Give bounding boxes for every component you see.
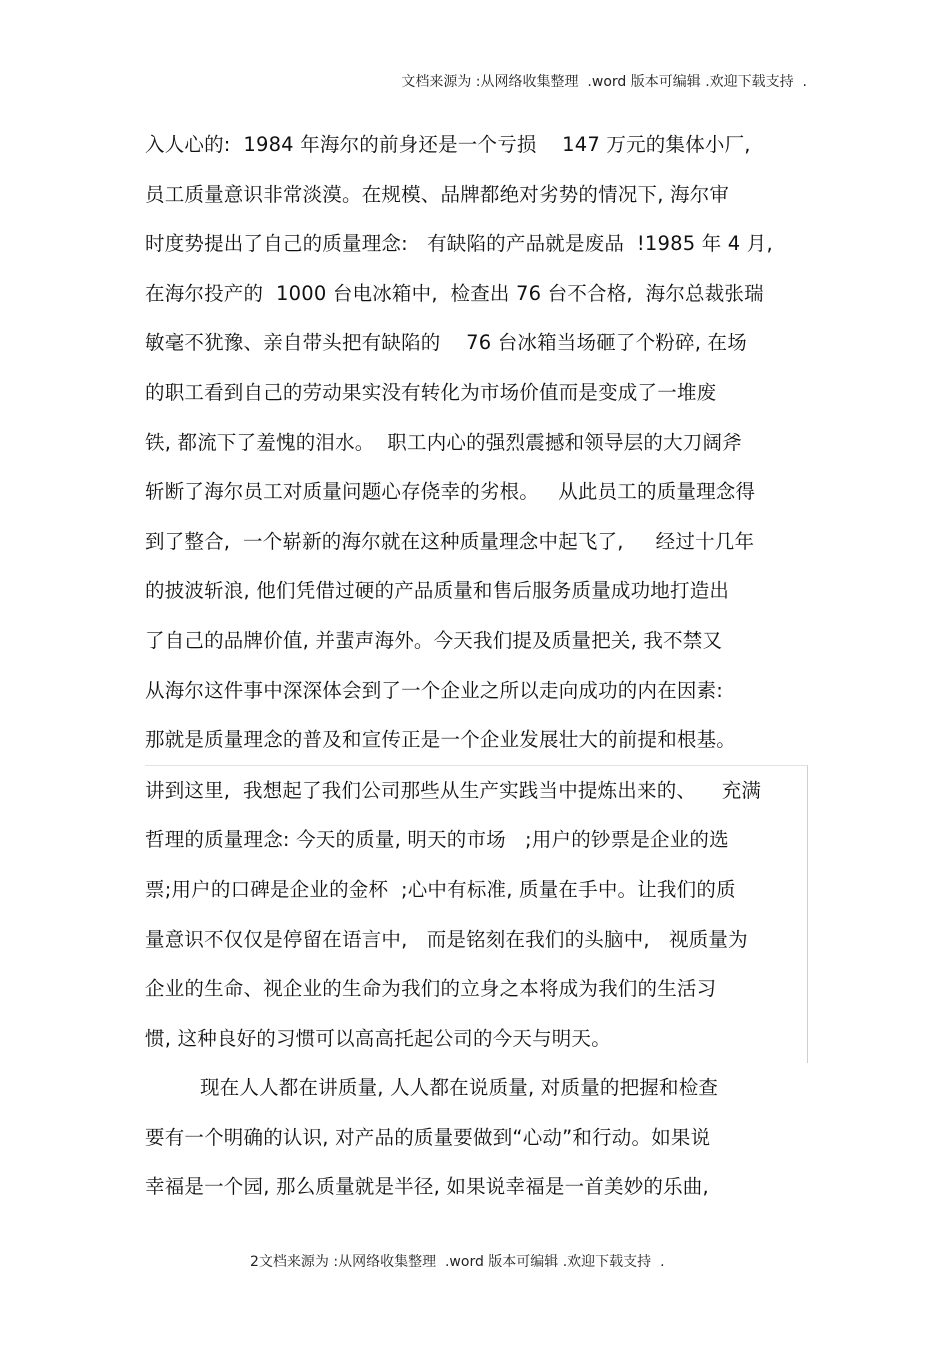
text-line: 入人心的: 1984 年海尔的前身还是一个亏损 147 万元的集体小厂, [145, 133, 751, 156]
text-line: 的披波斩浪, 他们凭借过硬的产品质量和售后服务质量成功地打造出 [145, 579, 730, 603]
text-line: 票;用户的口碑是企业的金杯 ;心中有标准, 质量在手中。让我们的质 [145, 865, 808, 915]
text-line: 讲到这里, 我想起了我们公司那些从生产实践当中提炼出来的、 充满 [145, 765, 808, 816]
text-line: 企业的生命、视企业的生命为我们的立身之本将成为我们的生活习 [145, 964, 808, 1014]
page-footer: 2文档来源为 :从网络收集整理 .word 版本可编辑 .欢迎下载支持 . [250, 1254, 665, 1270]
text-line: 敏毫不犹豫、亲自带头把有缺陷的 76 台冰箱当场砸了个粉碎, 在场 [145, 331, 747, 355]
text-line: 在海尔投产的 1000 台电冰箱中, 检查出 76 台不合格, 海尔总裁张瑞 [145, 281, 764, 305]
text-line: 斩断了海尔员工对质量问题心存侥幸的劣根。 从此员工的质量理念得 [145, 480, 756, 504]
text-line: 的职工看到自己的劳动果实没有转化为市场价值而是变成了一堆废 [145, 380, 717, 404]
text-line: 幸福是一个园, 那么质量就是半径, 如果说幸福是一首美妙的乐曲, [145, 1175, 709, 1199]
text-line: 量意识不仅仅是停留在语言中, 而是铭刻在我们的头脑中, 视质量为 [145, 915, 808, 965]
paragraph-first-line: 现在人人都在讲质量, 人人都在说质量, 对质量的把握和检查 [200, 1076, 719, 1100]
page-header: 文档来源为 :从网络收集整理 .word 版本可编辑 .欢迎下载支持 . [401, 74, 807, 90]
text-line: 员工质量意识非常淡漠。在规模、品牌都绝对劣势的情况下, 海尔审 [145, 182, 730, 206]
text-line: 那就是质量理念的普及和宣传正是一个企业发展壮大的前提和根基。 [145, 728, 737, 752]
text-line: 从海尔这件事中深深体会到了一个企业之所以走向成功的内在因素: [145, 678, 724, 702]
text-line: 了自己的品牌价值, 并蜚声海外。今天我们提及质量把关, 我不禁又 [145, 628, 723, 652]
text-line: 惯, 这种良好的习惯可以高高托起公司的今天与明天。 [145, 1014, 808, 1064]
document-body [145, 120, 825, 1212]
text-line: 到了整合, 一个崭新的海尔就在这种质量理念中起飞了, 经过十几年 [145, 529, 755, 553]
text-line: 时度势提出了自己的质量理念: 有缺陷的产品就是废品 !1985 年 4 月, [145, 232, 773, 256]
text-line: 铁, 都流下了羞愧的泪水。 职工内心的强烈震撼和领导层的大刀阔斧 [145, 430, 742, 454]
text-line: 哲理的质量理念: 今天的质量, 明天的市场 ;用户的钞票是企业的选 [145, 815, 808, 865]
text-line: 要有一个明确的认识, 对产品的质量要做到“心动”和行动。如果说 [145, 1125, 711, 1149]
